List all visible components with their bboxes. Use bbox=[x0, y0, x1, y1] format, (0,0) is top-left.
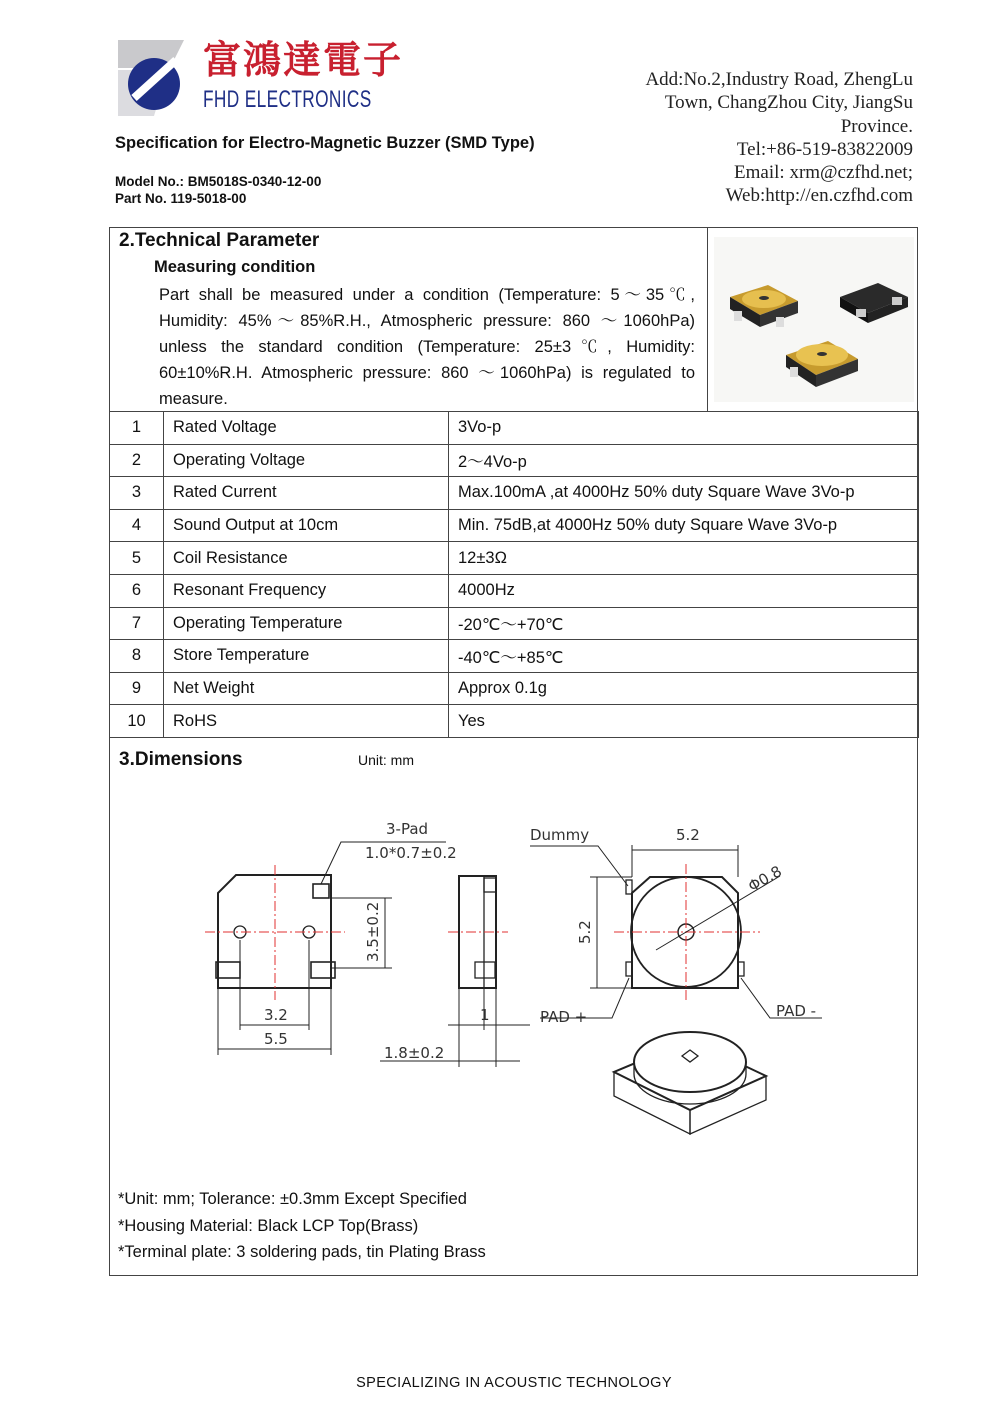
parameter-name: Rated Current bbox=[164, 477, 449, 510]
unit-label: Unit: mm bbox=[358, 752, 414, 768]
parameter-value: Yes bbox=[449, 705, 919, 738]
parameter-name: Coil Resistance bbox=[164, 542, 449, 575]
hole-diameter-label: Φ0.8 bbox=[745, 862, 785, 896]
row-number: 1 bbox=[110, 412, 164, 445]
hole-spacing-label: 3.2 bbox=[264, 1006, 288, 1024]
top-height-label: 5.2 bbox=[576, 920, 594, 944]
table-row bbox=[110, 705, 919, 738]
email-line: Email: xrm@czfhd.net; bbox=[734, 162, 913, 184]
row-number: 7 bbox=[110, 607, 164, 640]
brand-name-english: FHD ELECTRONICS bbox=[203, 86, 372, 113]
parameter-name: Store Temperature bbox=[164, 640, 449, 673]
model-info bbox=[115, 173, 321, 207]
top-width-label: 5.2 bbox=[676, 826, 700, 844]
parameter-name: Sound Output at 10cm bbox=[164, 509, 449, 542]
parameter-name: Operating Voltage bbox=[164, 444, 449, 477]
note-line: *Housing Material: Black LCP Top(Brass) bbox=[118, 1216, 419, 1235]
table-row bbox=[110, 640, 919, 673]
parameter-value: 4000Hz bbox=[449, 574, 919, 607]
pad-plus-label: PAD + bbox=[540, 1008, 588, 1026]
notes-block bbox=[118, 1186, 486, 1266]
row-number: 2 bbox=[110, 444, 164, 477]
company-address-block bbox=[583, 68, 913, 208]
pad-size-label: 1.0*0.7±0.2 bbox=[365, 844, 457, 862]
dimension-drawing bbox=[200, 810, 840, 1145]
technical-parameter-title: 2.Technical Parameter bbox=[119, 230, 320, 251]
model-number: Model No.: BM5018S-0340-12-00 bbox=[115, 174, 322, 189]
table-row bbox=[110, 672, 919, 705]
row-number: 6 bbox=[110, 574, 164, 607]
company-logo-icon bbox=[112, 38, 194, 118]
pad-minus-label: PAD - bbox=[776, 1002, 817, 1020]
parameter-name: RoHS bbox=[164, 705, 449, 738]
parameter-name: Rated Voltage bbox=[164, 412, 449, 445]
note-line: *Unit: mm; Tolerance: ±0.3mm Except Specified bbox=[118, 1190, 467, 1208]
row-number: 4 bbox=[110, 509, 164, 542]
pad-count-label: 3-Pad bbox=[386, 820, 429, 838]
parameter-value: Max.100mA ,at 4000Hz 50% duty Square Wave 3Vo-p bbox=[449, 477, 919, 510]
row-number: 10 bbox=[110, 705, 164, 738]
table-row bbox=[110, 412, 919, 445]
table-row bbox=[110, 444, 919, 477]
buzzer-photo-icon bbox=[708, 227, 918, 411]
table-row bbox=[110, 607, 919, 640]
parameter-value: 12±3Ω bbox=[449, 542, 919, 575]
brand-name-chinese: 富鴻達電子 bbox=[203, 38, 404, 82]
side-thickness-label: 1 bbox=[480, 1006, 490, 1024]
table-row bbox=[110, 542, 919, 575]
table-row bbox=[110, 574, 919, 607]
measuring-condition-text: Part shall be measured under a condition (Temperature: 5～35℃, Humidity: 45%～85%R.H., Atmospheric pressure: 860 ～1060hPa) unless the standard condition (Temperature: 25±3℃, Humidity: 60±10%R.H. Atmospheric pressure: 860 ～1060hPa) is regulated to measure. bbox=[159, 286, 695, 408]
body-width-label: 5.5 bbox=[264, 1030, 288, 1048]
phone-line: Tel:+86-519-83822009 bbox=[736, 138, 913, 160]
parameter-value: Approx 0.1g bbox=[449, 672, 919, 705]
height-label: 3.5±0.2 bbox=[364, 901, 382, 962]
measuring-condition-title: Measuring condition bbox=[154, 258, 316, 276]
dimensions-title: 3.Dimensions bbox=[119, 749, 243, 770]
footer-slogan: SPECIALIZING IN ACOUSTIC TECHNOLOGY bbox=[356, 1375, 672, 1391]
address-line: Add:No.2,Industry Road, ZhengLu bbox=[645, 69, 913, 90]
total-height-label: 1.8±0.2 bbox=[384, 1044, 445, 1062]
row-number: 3 bbox=[110, 477, 164, 510]
parameter-table bbox=[109, 411, 919, 738]
parameter-value: 3Vo-p bbox=[449, 412, 919, 445]
parameter-name: Operating Temperature bbox=[164, 607, 449, 640]
address-line: Town, ChangZhou City, JiangSu bbox=[664, 92, 913, 114]
row-number: 8 bbox=[110, 640, 164, 673]
row-number: 5 bbox=[110, 542, 164, 575]
dummy-pad-label: Dummy bbox=[530, 826, 590, 844]
parameter-name: Net Weight bbox=[164, 672, 449, 705]
table-row bbox=[110, 477, 919, 510]
part-number: Part No. 119-5018-00 bbox=[115, 191, 247, 206]
product-photo bbox=[707, 227, 918, 411]
parameter-value: 2～4Vo-p bbox=[449, 444, 919, 477]
table-row bbox=[110, 509, 919, 542]
parameter-value: Min. 75dB,at 4000Hz 50% duty Square Wave 3Vo-p bbox=[449, 509, 919, 542]
address-line: Province. bbox=[840, 115, 913, 137]
row-number: 9 bbox=[110, 672, 164, 705]
note-line: *Terminal plate: 3 soldering pads, tin Plating Brass bbox=[118, 1243, 486, 1261]
parameter-value: -20℃～+70℃ bbox=[449, 607, 919, 640]
parameter-name: Resonant Frequency bbox=[164, 574, 449, 607]
parameter-value: -40℃～+85℃ bbox=[449, 640, 919, 673]
web-line: Web:http://en.czfhd.com bbox=[725, 185, 913, 207]
spec-title: Specification for Electro-Magnetic Buzzer (SMD Type) bbox=[115, 134, 535, 152]
